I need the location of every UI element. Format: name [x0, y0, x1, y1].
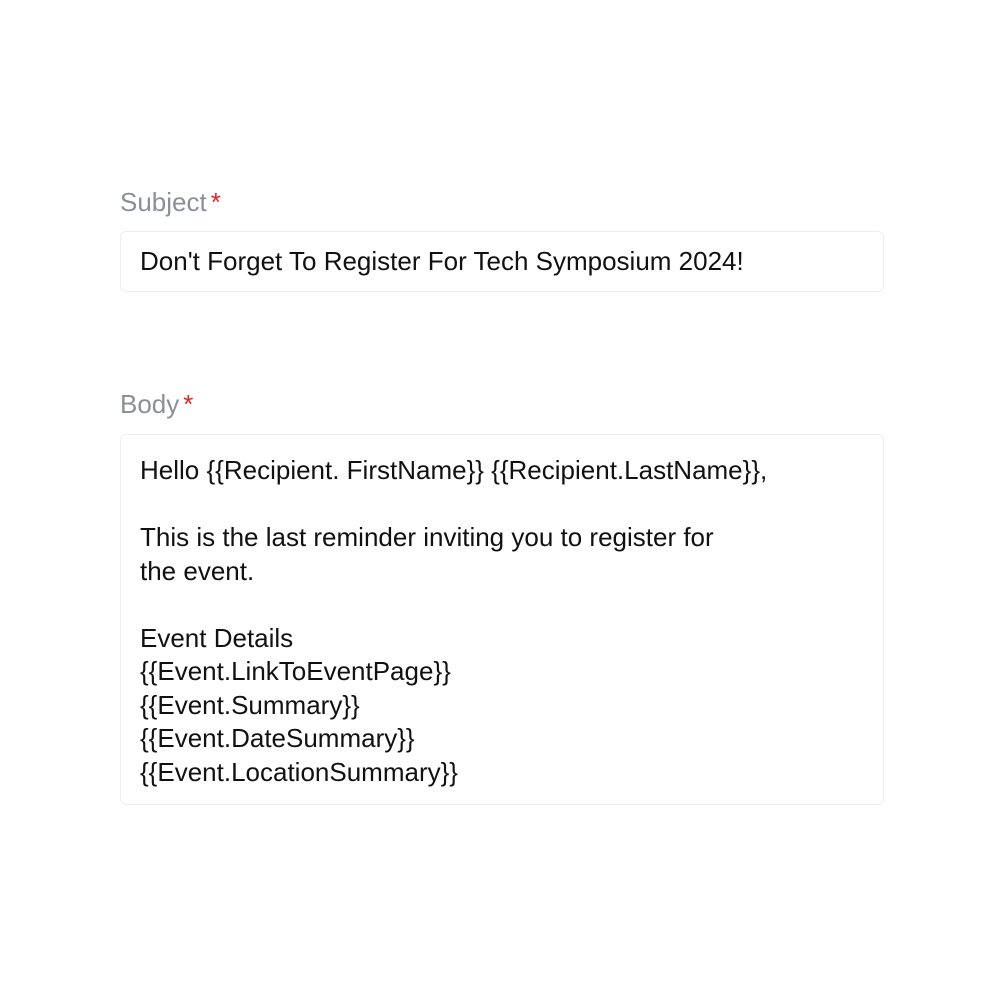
subject-label-text: Subject — [120, 187, 207, 217]
body-textarea[interactable] — [120, 434, 884, 805]
body-label-text: Body — [120, 389, 180, 419]
subject-label — [120, 186, 221, 218]
body-line: {{Event.Summary}} — [140, 689, 360, 720]
subject-required-marker: * — [210, 187, 221, 217]
body-label — [120, 388, 193, 420]
body-line: This is the last reminder inviting you to register for — [140, 522, 714, 552]
subject-input[interactable] — [120, 231, 884, 292]
body-line: the event. — [140, 555, 255, 586]
body-line: Hello {{Recipient. FirstName}} {{Recipient.LastName}}, — [140, 455, 768, 485]
body-line: {{Event.LinkToEventPage}} — [140, 656, 451, 686]
subject-input-value: Don't Forget To Register For Tech Symposium 2024! — [140, 246, 744, 276]
body-required-marker: * — [183, 389, 194, 419]
body-line: {{Event.LocationSummary}} — [140, 756, 458, 787]
body-line: {{Event.DateSummary}} — [140, 723, 415, 753]
body-line — [140, 588, 864, 622]
body-line: Event Details — [140, 622, 294, 653]
body-line — [140, 488, 864, 522]
